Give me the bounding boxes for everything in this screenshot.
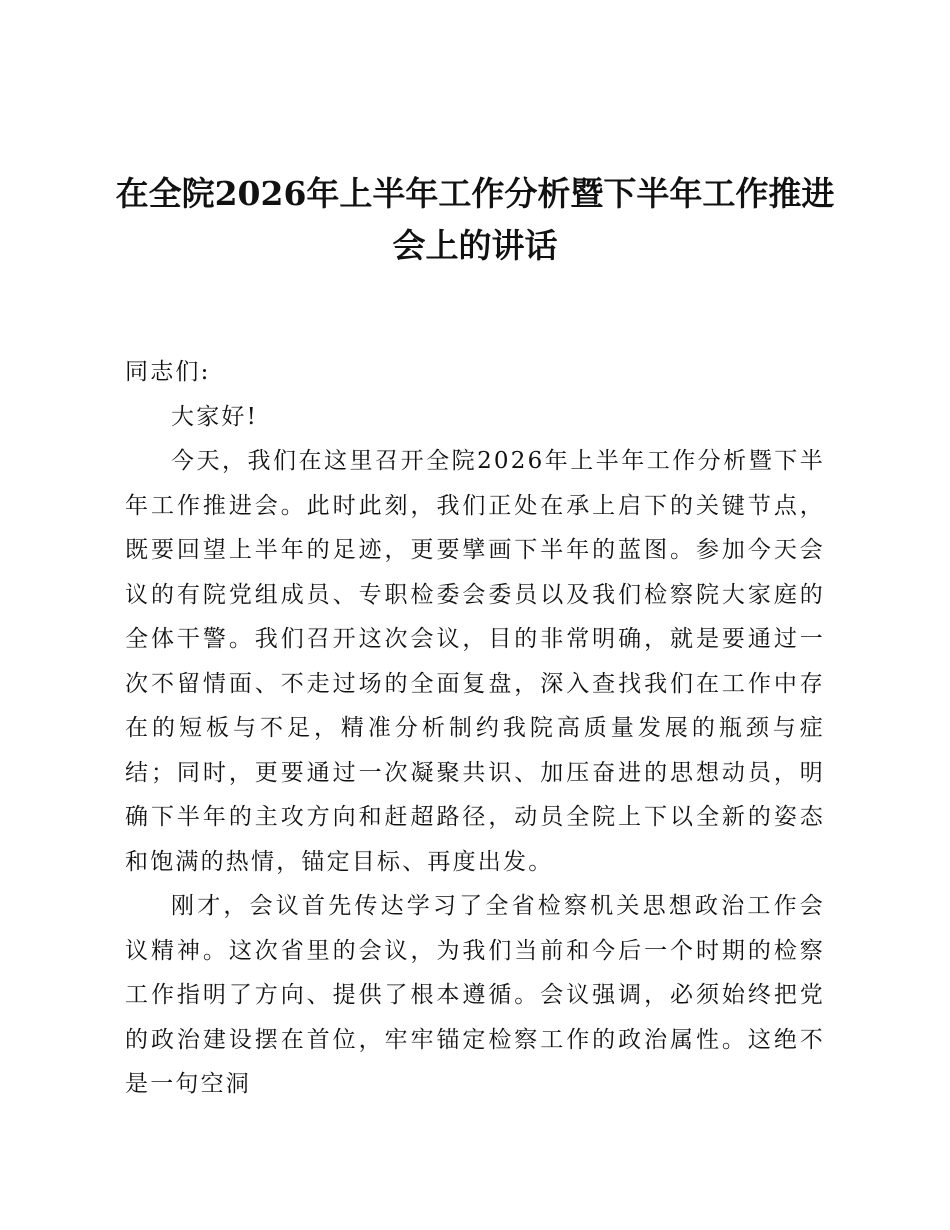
paragraph-2: 刚才，会议首先传达学习了全省检察机关思想政治工作会议精神。这次省里的会议，为我们当前和今后一个时期的检察工作指明了方向、提供了根本遵循。会议强调，必须始终把党的政治建设摆在首位，牢牢锚定检察工作的政治属性。这绝不是一句空洞 bbox=[125, 893, 825, 1097]
document-body bbox=[125, 350, 825, 1107]
document-title: 在全院2026年上半年工作分析暨下半年工作推进会上的讲话 bbox=[115, 174, 835, 265]
salutation: 同志们: bbox=[125, 359, 211, 385]
paragraph-1: 今天，我们在这里召开全院2026年上半年工作分析暨下半年工作推进会。此时此刻，我们正处在承上启下的关键节点，既要回望上半年的足迹，更要擘画下半年的蓝图。参加今天会议的有院党组成员、专职检委会委员以及我们检察院大家庭的全体干警。我们召开这次会议，目的非常明确，就是要通过一次不留情面、不走过场的全面复盘，深入查找我们在工作中存在的短板与不足，精准分析制约我院高质量发展的瓶颈与症结；同时，更要通过一次凝聚共识、加压奋进的思想动员，明确下半年的主攻方向和赶超路径，动员全院上下以全新的姿态和饱满的热情，锚定目标、再度出发。 bbox=[125, 448, 825, 875]
greeting: 大家好! bbox=[171, 403, 259, 430]
